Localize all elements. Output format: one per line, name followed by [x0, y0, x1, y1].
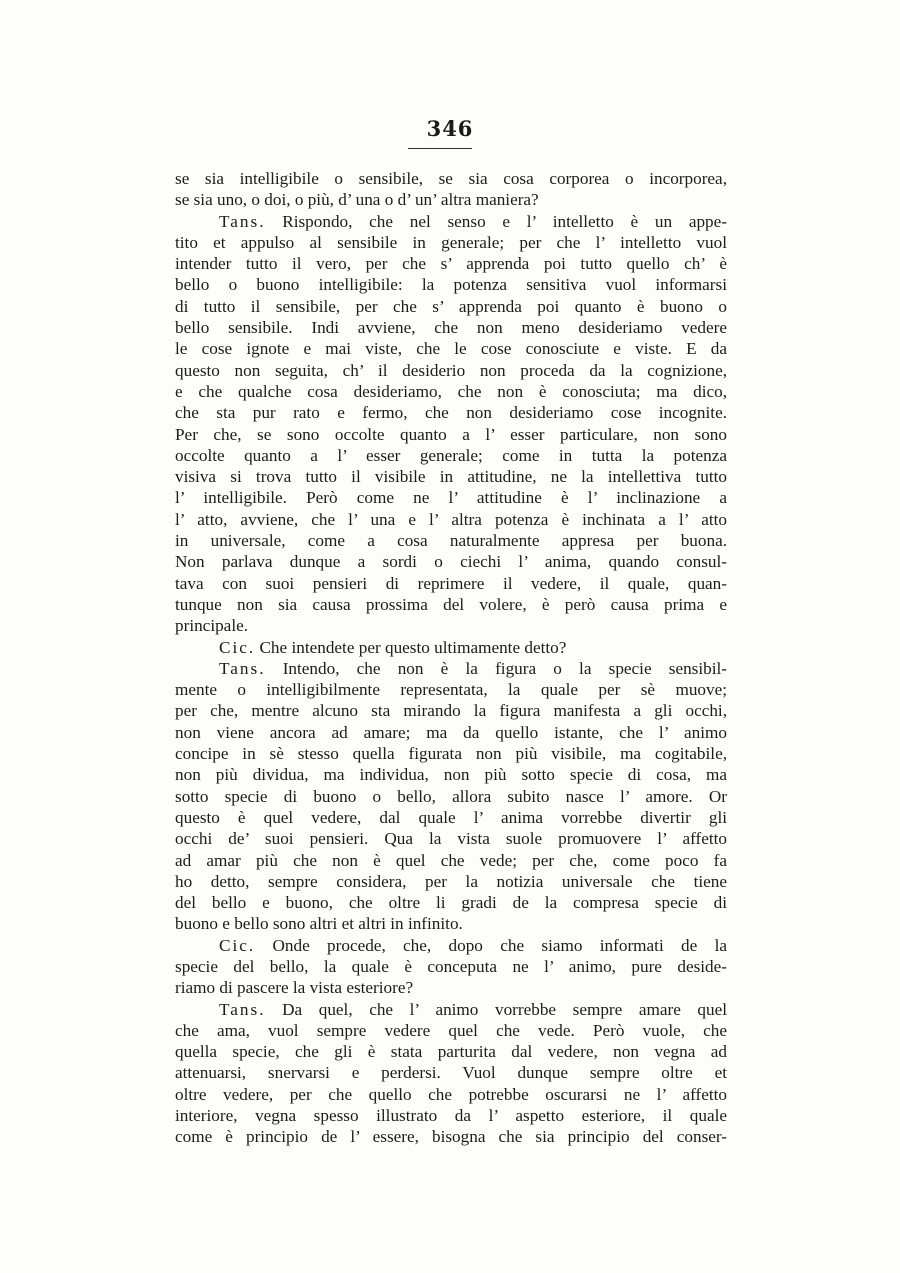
text-line — [175, 1126, 727, 1147]
line-text: Intendo, che non è la figura o la specie sensibil- — [282, 658, 727, 678]
line-text: non viene ancora ad amare; ma da quello istante, che l’ animo — [175, 722, 727, 742]
line-text: ho detto, sempre considera, per la notizia universale che tiene — [175, 871, 727, 891]
text-line — [175, 487, 727, 508]
speaker-label: Cic. — [219, 935, 256, 955]
line-text: tava con suoi pensieri di reprimere il vedere, il quale, quan- — [175, 573, 727, 593]
line-text: in universale, come a cosa naturalmente appresa per buona. — [175, 531, 727, 551]
line-text: visiva si trova tutto il visibile in attitudine, ne la intellettiva tutto — [175, 467, 727, 487]
page-number-rule — [408, 148, 472, 149]
line-text: Che intendete per questo ultimamente detto? — [259, 637, 567, 657]
text-line — [175, 871, 727, 892]
line-text: Per che, se sono occolte quanto a l’ esser particulare, non sono — [175, 424, 727, 444]
line-text: Non parlava dunque a sordi o ciechi l’ anima, quando consul- — [175, 552, 727, 572]
text-line — [175, 658, 727, 679]
text-line — [175, 999, 727, 1020]
text-line — [175, 296, 727, 317]
text-line — [175, 828, 727, 849]
line-text: occolte quanto a l’ esser generale; come in tutta la potenza — [175, 445, 727, 465]
line-text: questo non seguita, ch’ il desiderio non proceda da la cognizione, — [175, 360, 727, 380]
line-text: mente o intelligibilmente representata, la quale per sè muove; — [175, 680, 727, 700]
text-line — [175, 722, 727, 743]
text-line — [175, 977, 727, 998]
line-text: che sta pur rato e fermo, che non desideriamo cose incognite. — [175, 403, 727, 423]
text-line — [175, 956, 727, 977]
text-line — [175, 274, 727, 295]
line-text: non più dividua, ma individua, non più sotto specie di cosa, ma — [175, 765, 727, 785]
text-line — [175, 211, 727, 232]
text-line — [175, 317, 727, 338]
text-line — [175, 1062, 727, 1083]
text-line — [175, 700, 727, 721]
line-text: attenuarsi, snervarsi e perdersi. Vuol dunque sempre oltre et — [175, 1063, 727, 1083]
speaker-label: Cic. — [219, 637, 256, 657]
line-text: sotto specie di buono o bello, allora subito nasce l’ amore. Or — [175, 786, 727, 806]
text-line — [175, 637, 727, 658]
text-line — [175, 551, 727, 572]
text-line — [175, 509, 727, 530]
text-line — [175, 402, 727, 423]
speaker-label: Tans. — [219, 211, 266, 231]
line-text: occhi de’ suoi pensieri. Qua la vista suole promuovere l’ affetto — [175, 829, 727, 849]
text-line — [175, 913, 727, 934]
line-text: quella specie, che gli è stata parturita dal vedere, non vegna ad — [175, 1042, 727, 1062]
line-text: principale. — [175, 616, 249, 636]
line-text: se sia uno, o doi, o più, d’ una o d’ un’ altra maniera? — [175, 190, 539, 210]
line-text: Da quel, che l’ animo vorrebbe sempre amare quel — [282, 999, 727, 1019]
text-line — [175, 189, 727, 210]
line-text: tunque non sia causa prossima del volere, è però causa prima e — [175, 594, 727, 614]
line-text: l’ atto, avviene, che l’ una e l’ altra potenza è inchinata a l’ atto — [175, 509, 727, 529]
text-line — [175, 935, 727, 956]
text-line — [175, 168, 727, 189]
text-line — [175, 1020, 727, 1041]
text-line — [175, 530, 727, 551]
text-line — [175, 232, 727, 253]
text-line — [175, 445, 727, 466]
line-text: che ama, vuol sempre vedere quel che vede. Però vuole, che — [175, 1020, 727, 1040]
line-text: concipe in sè stesso quella figurata non più visibile, ma cogitabile, — [175, 744, 727, 764]
line-text: le cose ignote e mai viste, che le cose conosciute e viste. E da — [175, 339, 727, 359]
text-line — [175, 381, 727, 402]
text-line — [175, 1084, 727, 1105]
line-text: del bello e buono, che oltre li gradi de la compresa specie di — [175, 893, 727, 913]
text-line — [175, 679, 727, 700]
line-text: di tutto il sensibile, per che s’ apprenda poi quanto è buono o — [175, 296, 727, 316]
line-text: specie del bello, la quale è conceputa ne l’ animo, pure deside- — [175, 956, 727, 976]
line-text: come è principio de l’ essere, bisogna che sia principio del conser- — [175, 1127, 727, 1147]
text-line — [175, 573, 727, 594]
line-text: questo è quel vedere, dal quale l’ anima vorrebbe divertir gli — [175, 807, 727, 827]
line-text: se sia intelligibile o sensibile, se sia cosa corporea o incorporea, — [175, 169, 727, 188]
text-line — [175, 1105, 727, 1126]
text-line — [175, 253, 727, 274]
text-line — [175, 786, 727, 807]
line-text: Rispondo, che nel senso e l’ intelletto è un appe- — [282, 211, 727, 231]
text-line — [175, 764, 727, 785]
line-text: intender tutto il vero, per che s’ apprenda poi tutto quello ch’ è — [175, 254, 727, 274]
line-text: bello sensibile. Indi avviene, che non meno desideriamo vedere — [175, 318, 727, 338]
text-line — [175, 892, 727, 913]
speaker-label: Tans. — [219, 658, 266, 678]
text-line — [175, 424, 727, 445]
line-text: ad amar più che non è quel che vede; per che, come poco fa — [175, 850, 727, 870]
line-text: l’ intelligibile. Però come ne l’ attitudine è l’ inclinazione a — [175, 488, 727, 508]
text-line — [175, 594, 727, 615]
text-line — [175, 615, 727, 636]
line-text: interiore, vegna spesso illustrato da l’ aspetto esteriore, il quale — [175, 1106, 727, 1126]
line-text: bello o buono intelligibile: la potenza sensitiva vuol informarsi — [175, 275, 727, 295]
text-line — [175, 466, 727, 487]
text-line — [175, 743, 727, 764]
text-line — [175, 338, 727, 359]
body-text — [175, 168, 727, 1148]
line-text: tito et appulso al sensibile in generale; per che l’ intelletto vuol — [175, 232, 727, 252]
line-text: oltre vedere, per che quello che potrebbe oscurarsi ne l’ affetto — [175, 1084, 727, 1104]
line-text: e che qualche cosa desideriamo, che non è conosciuta; ma dico, — [175, 381, 727, 401]
text-line — [175, 807, 727, 828]
page-number: 346 — [426, 116, 474, 141]
text-line — [175, 1041, 727, 1062]
line-text: Onde procede, che, dopo che siamo informati de la — [272, 935, 727, 955]
speaker-label: Tans. — [219, 999, 266, 1019]
text-line — [175, 360, 727, 381]
text-line — [175, 850, 727, 871]
line-text: per che, mentre alcuno sta mirando la figura manifesta a gli occhi, — [175, 701, 727, 721]
line-text: buono e bello sono altri et altri in infinito. — [175, 914, 463, 934]
line-text: riamo di pascere la vista esteriore? — [175, 978, 414, 998]
